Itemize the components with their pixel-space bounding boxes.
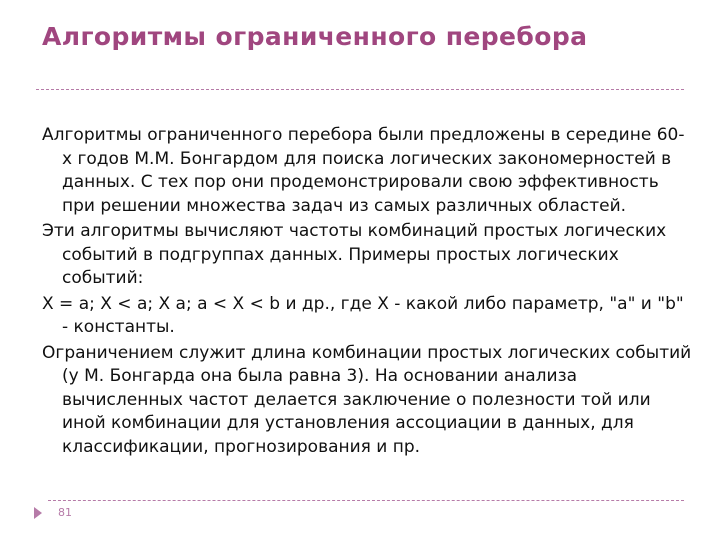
- footer-divider: [48, 500, 684, 501]
- slide-body: [42, 124, 692, 461]
- paragraph-limitation: Ограничением служит длина комбинации простых логических событий (у М. Бонгарда она была равна 3). На основании анализа вычисленных частот делается заключение о полезности той или иной комбинации для установления ассоциации в данных, для классификации, прогнозирования и пр.: [42, 342, 692, 457]
- paragraph-frequencies: Эти алгоритмы вычисляют частоты комбинаций простых логических событий в подгруппах данных. Примеры простых логических событий:: [42, 221, 667, 288]
- paragraph-examples: X = a; X < a; X a; a < X < b и др., где X - какой либо параметр, "a" и "b" - константы.: [42, 293, 684, 337]
- page-number: 81: [58, 506, 72, 519]
- paragraph-intro: Алгоритмы ограниченного перебора были предложены в середине 60-х годов М.М. Бонгардом для поиска логических закономерностей в данных. С тех пор они продемонстрировали свою эффективность при решении множества задач из самых различных областей.: [42, 125, 685, 216]
- slide-title: Алгоритмы ограниченного перебора: [42, 22, 588, 51]
- triangle-marker-icon: [34, 507, 42, 519]
- title-divider: [36, 89, 684, 90]
